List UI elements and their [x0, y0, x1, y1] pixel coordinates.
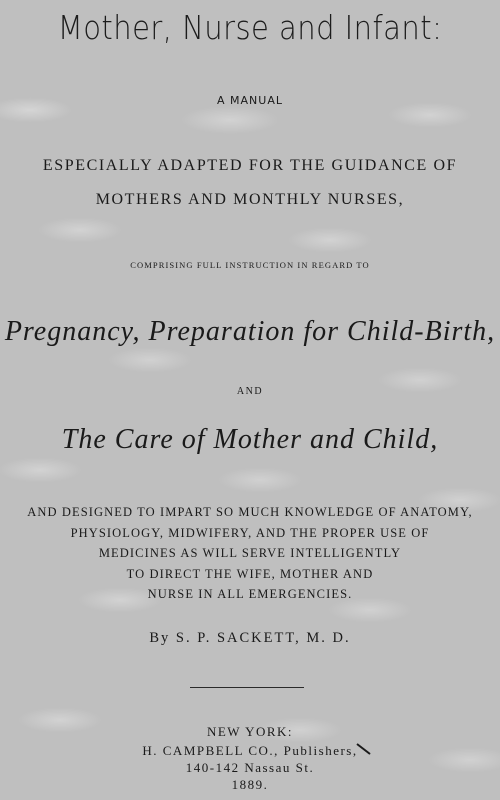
- description-line: TO DIRECT THE WIFE, MOTHER AND: [126, 567, 374, 581]
- subtitle-line-1: ESPECIALLY ADAPTED FOR THE GUIDANCE OF: [42, 157, 458, 174]
- subtitle-line-2: MOTHERS AND MONTHLY NURSES,: [95, 191, 405, 208]
- subtitle-label: A MANUAL: [217, 94, 283, 107]
- and-connector: AND: [236, 386, 264, 397]
- pen-mark-icon: [356, 742, 372, 756]
- description-line: PHYSIOLOGY, MIDWIFERY, AND THE PROPER USE OF: [70, 526, 430, 540]
- comprising-line: COMPRISING FULL INSTRUCTION IN REGARD TO: [130, 260, 370, 270]
- author-line: By S. P. SACKETT, M. D.: [149, 630, 351, 646]
- divider-rule: [190, 687, 304, 688]
- publisher-name: H. CAMPBELL CO., Publishers,: [142, 743, 358, 758]
- book-title: Mother, Nurse and Infant:: [57, 8, 443, 47]
- publisher-city: NEW YORK:: [206, 724, 294, 739]
- topic-pregnancy: Pregnancy, Preparation for Child-Birth,: [4, 316, 496, 347]
- description-line: MEDICINES AS WILL SERVE INTELLIGENTLY: [98, 546, 402, 560]
- description-line: AND DESIGNED TO IMPART SO MUCH KNOWLEDGE OF ANATOMY,: [27, 505, 473, 519]
- publisher-address: 140-142 Nassau St.: [185, 760, 315, 775]
- description-line: NURSE IN ALL EMERGENCIES.: [147, 587, 353, 601]
- topic-care: The Care of Mother and Child,: [61, 424, 439, 455]
- publication-year: 1889.: [231, 777, 269, 792]
